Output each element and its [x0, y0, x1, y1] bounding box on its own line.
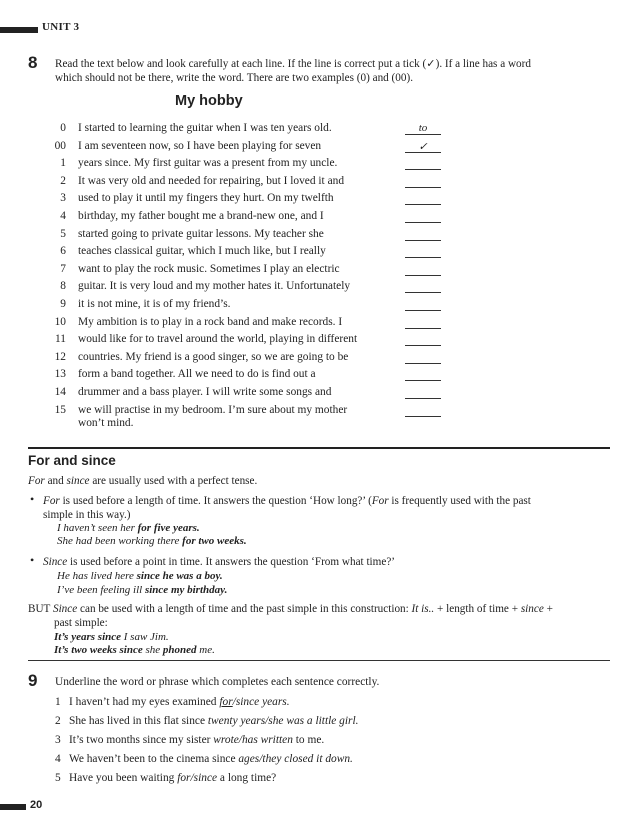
- answer-blank[interactable]: [405, 275, 441, 276]
- line-number: 14: [54, 386, 66, 398]
- line-number: 2: [60, 174, 66, 187]
- question-text: I haven’t had my eyes examined: [69, 696, 220, 708]
- text-line: [0, 122, 638, 139]
- answer-blank[interactable]: [405, 380, 441, 381]
- intro-and: and: [44, 475, 67, 487]
- question-1: [55, 696, 290, 708]
- line-text: My ambition is to play in a rock band and make records. I: [78, 315, 343, 328]
- answer-blank[interactable]: [405, 204, 441, 205]
- instruction-line-2: which should not be there, write the word. There are two examples (0) and (00).: [55, 72, 413, 84]
- line-number: 15: [54, 403, 66, 416]
- line-number: 6: [60, 245, 66, 258]
- example-bold: since my birthday.: [144, 584, 228, 596]
- b2-example-2: [57, 584, 227, 596]
- question-choice[interactable]: for/since: [177, 772, 218, 784]
- text-line: [0, 298, 638, 315]
- text-line: [0, 368, 638, 385]
- question-2: [55, 715, 359, 727]
- text-line: [0, 228, 638, 245]
- question-text: She has lived in this flat since: [69, 715, 208, 727]
- line-number: 3: [60, 192, 66, 205]
- word-for: For: [28, 475, 45, 487]
- answer-example: to: [418, 122, 428, 134]
- but-word: BUT: [28, 603, 53, 615]
- grammar-title: For and since: [28, 453, 116, 468]
- intro-rest: are usually used with a perfect tense.: [89, 475, 258, 487]
- grammar-bottom-rule: [28, 660, 610, 661]
- example-plain: me.: [196, 644, 215, 656]
- exercise-9-number: 9: [28, 671, 38, 690]
- example-bold: phoned: [162, 644, 197, 656]
- question-text: Have you been waiting: [69, 772, 178, 784]
- but-example-1: [54, 631, 169, 643]
- page-number: 20: [30, 799, 43, 811]
- line-text: used to play it until my fingers they hurt. On my twelfth: [78, 192, 334, 205]
- question-3: [55, 734, 324, 746]
- answer-blank[interactable]: [405, 416, 441, 417]
- line-text: birthday, my father bought me a brand-new one, and I: [78, 210, 324, 222]
- question-choice[interactable]: twenty years/she was a little girl.: [207, 715, 359, 727]
- answer-blank[interactable]: [405, 134, 441, 135]
- text-line: [0, 192, 638, 209]
- line-text: years since. My first guitar was a present from my uncle.: [78, 157, 338, 170]
- text-line: [0, 157, 638, 174]
- word-for: For: [371, 495, 389, 507]
- line-number: 1: [60, 157, 66, 170]
- b1-text-3: simple in this way.): [43, 508, 131, 521]
- line-text: form a band together. All we need to do is find out a: [78, 368, 316, 381]
- line-text: I started to learning the guitar when I was ten years old.: [78, 122, 332, 134]
- line-text: teaches classical guitar, which I much like, but I really: [78, 245, 326, 258]
- b1-text: is used before a length of time. It answers the question ‘How long?’ (: [59, 495, 372, 507]
- text-line: [0, 263, 638, 280]
- question-number: 2: [55, 715, 61, 727]
- answer-blank[interactable]: [405, 345, 441, 346]
- grammar-intro: [28, 475, 257, 489]
- text-line: [0, 333, 638, 350]
- answer-blank[interactable]: [405, 310, 441, 311]
- example-plain: I saw: [121, 631, 151, 643]
- unit-bar: [0, 27, 38, 33]
- but-text-4: past simple:: [54, 616, 108, 629]
- example-plain: He has lived here: [57, 570, 137, 582]
- but-text-3: +: [543, 603, 553, 615]
- b1-text-2: is frequently used with the past: [388, 495, 531, 507]
- but-example-2: [54, 644, 215, 656]
- bullet-2: [43, 556, 395, 570]
- but-text-2: + length of time +: [434, 603, 521, 615]
- text-final-line: won’t mind.: [78, 417, 134, 429]
- line-number: 12: [54, 350, 66, 363]
- example-plain: I’ve been feeling ill: [57, 584, 145, 596]
- answer-blank[interactable]: [405, 328, 441, 329]
- line-text: guitar. It is very loud and my mother hates it. Unfortunately: [78, 280, 351, 293]
- answer-underlined[interactable]: for: [219, 696, 233, 708]
- example-plain: Jim.: [150, 631, 169, 643]
- line-number: 11: [55, 333, 66, 346]
- answer-blank[interactable]: [405, 169, 441, 170]
- question-number: 4: [55, 753, 61, 765]
- question-4: [55, 753, 353, 765]
- answer-blank[interactable]: [405, 222, 441, 223]
- line-text: started going to private guitar lessons. My teacher she: [78, 227, 324, 240]
- line-number: 9: [60, 298, 66, 310]
- but-text: can be used with a length of time and the past simple in this construction:: [77, 603, 412, 615]
- line-text: I am seventeen now, so I have been playing for seven: [78, 139, 322, 152]
- line-number: 10: [54, 315, 66, 328]
- word-since: since: [66, 475, 90, 487]
- answer-blank[interactable]: [405, 187, 441, 188]
- text-line: [0, 280, 638, 297]
- it-is: It is..: [411, 603, 435, 615]
- example-plain: she: [142, 644, 163, 656]
- grammar-top-rule: [28, 447, 610, 449]
- bullet-1: [43, 495, 531, 522]
- line-number: 13: [54, 368, 66, 381]
- line-text: want to play the rock music. Sometimes I play an electric: [78, 262, 340, 275]
- but-rule: [28, 603, 553, 630]
- answer-blank[interactable]: [405, 257, 441, 258]
- b2-example-1: [57, 570, 223, 582]
- example-bold: It’s years since: [54, 631, 122, 643]
- question-choice[interactable]: wrote/has written: [213, 734, 293, 746]
- answer-blank[interactable]: [405, 292, 441, 293]
- example-plain: She had been working there: [57, 535, 183, 547]
- example-bold: for five years.: [137, 522, 200, 534]
- text-line: [0, 175, 638, 192]
- example-plain: I haven’t seen her: [57, 522, 138, 534]
- unit-label: UNIT 3: [42, 21, 80, 33]
- line-text: would like for to travel around the world, playing in different: [78, 333, 358, 346]
- bullet-dot: •: [30, 553, 35, 567]
- line-text: drummer and a bass player. I will write some songs and: [78, 386, 332, 398]
- example-bold: since he was a boy.: [136, 570, 223, 582]
- question-number: 3: [55, 734, 61, 746]
- exercise-8-instruction: [55, 57, 531, 85]
- b2-text: is used before a point in time. It answers the question ‘From what time?’: [67, 556, 396, 568]
- question-text: We haven’t been to the cinema since: [69, 753, 239, 765]
- text-title: My hobby: [175, 93, 243, 109]
- text-line: [0, 140, 638, 157]
- line-number: 4: [60, 210, 66, 222]
- word-since: Since: [43, 556, 68, 568]
- text-line: [0, 316, 638, 333]
- line-text: countries. My friend is a good singer, so we are going to be: [78, 350, 349, 363]
- bullet-dot: •: [30, 492, 35, 506]
- line-number: 00: [54, 139, 66, 152]
- b1-example-1: [57, 522, 200, 534]
- example-bold: for two weeks.: [182, 535, 247, 547]
- line-number: 7: [60, 262, 66, 275]
- word-for: For: [43, 495, 60, 507]
- question-choice[interactable]: /since years.: [232, 696, 290, 708]
- line-text: it is not mine, it is of my friend’s.: [78, 298, 231, 310]
- question-text: It’s two months since my sister: [69, 734, 214, 746]
- answer-blank[interactable]: [405, 363, 441, 364]
- text-line: [0, 386, 638, 403]
- text-line: [0, 210, 638, 227]
- line-number: 0: [60, 122, 66, 134]
- question-text: a long time?: [217, 772, 277, 784]
- line-number: 5: [60, 227, 66, 240]
- question-number: 5: [55, 772, 61, 784]
- line-text: It was very old and needed for repairing, but I loved it and: [78, 174, 345, 187]
- exercise-8-number: 8: [28, 53, 38, 72]
- question-text: to me.: [292, 734, 325, 746]
- question-5: [55, 772, 276, 784]
- exercise-9-instruction: Underline the word or phrase which completes each sentence correctly.: [55, 676, 380, 688]
- line-number: 8: [60, 280, 66, 293]
- text-line: [0, 245, 638, 262]
- word-since: since: [520, 603, 544, 615]
- text-line: [0, 351, 638, 368]
- answer-blank[interactable]: [405, 398, 441, 399]
- footer-bar: [0, 804, 26, 810]
- b1-example-2: [57, 535, 247, 547]
- word-since: Since: [52, 603, 78, 615]
- question-number: 1: [55, 696, 61, 708]
- answer-blank[interactable]: [405, 240, 441, 241]
- question-choice[interactable]: ages/they closed it down.: [238, 753, 353, 765]
- answer-example: ✓: [418, 140, 428, 153]
- instruction-line-1: Read the text below and look carefully at each line. If the line is correct put a tick (✓). If a line has a word: [55, 58, 531, 70]
- line-text: we will practise in my bedroom. I’m sure about my mother: [78, 403, 348, 416]
- example-bold: It’s two weeks since: [54, 644, 143, 656]
